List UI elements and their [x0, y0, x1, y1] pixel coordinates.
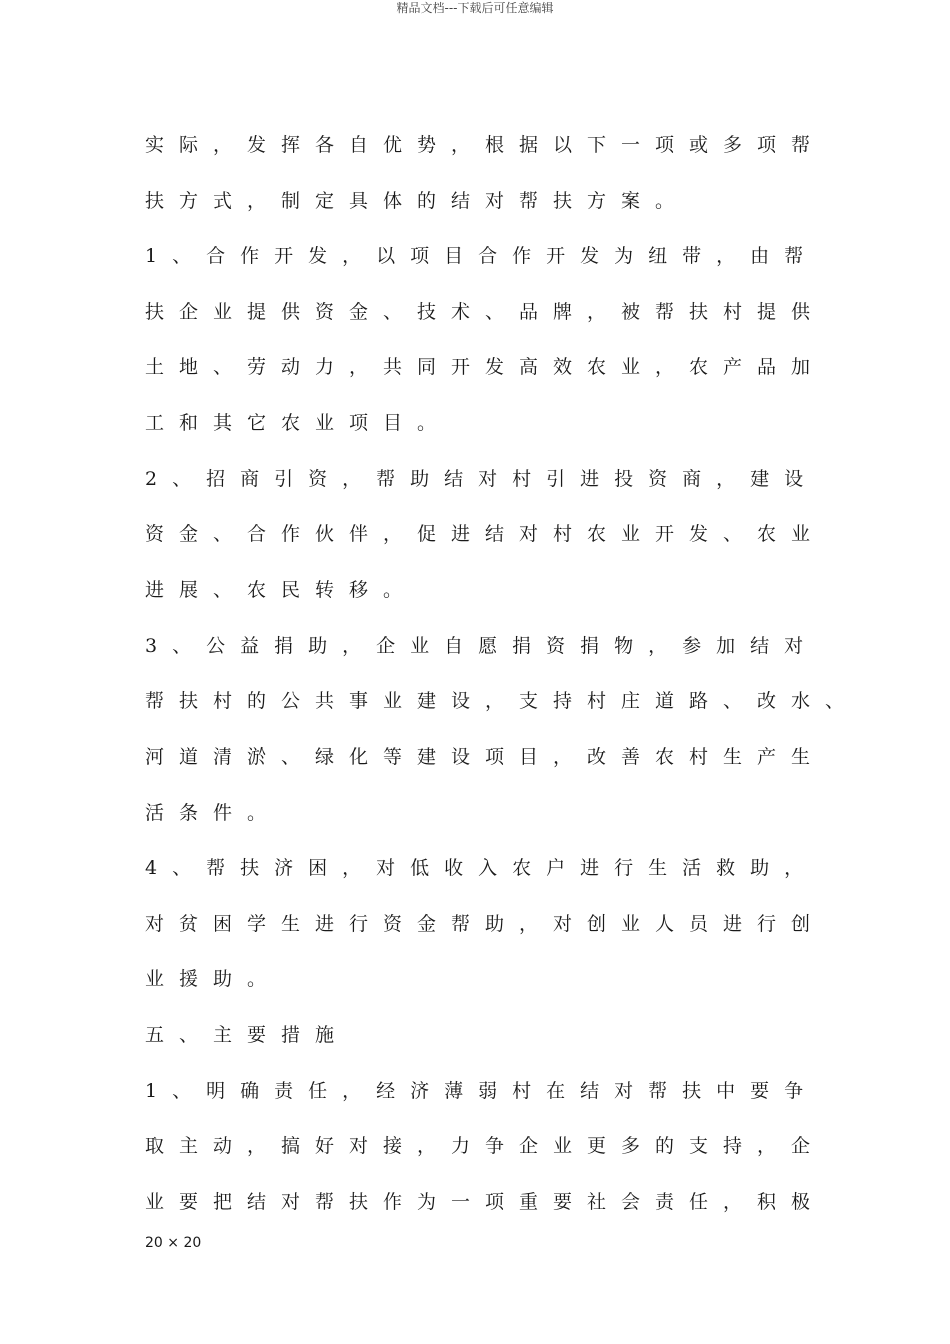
body-line: 帮扶村的公共事业建设，支持村庄道路、改水、: [145, 690, 860, 712]
body-line: 扶方式，制定具体的结对帮扶方案。: [145, 190, 690, 212]
body-line: 业要把结对帮扶作为一项重要社会责任，积极: [145, 1191, 826, 1213]
body-line: 资金、合作伙伴，促进结对村农业开发、农业: [145, 523, 826, 545]
body-line: 工和其它农业项目。: [145, 412, 452, 434]
body-line: 土地、劳动力，共同开发高效农业，农产品加: [145, 356, 826, 378]
body-line: 1、合作开发，以项目合作开发为纽带，由帮: [145, 245, 819, 267]
body-line: 2、招商引资，帮助结对村引进投资商，建设: [145, 468, 819, 490]
body-line: 进展、农民转移。: [145, 579, 418, 601]
body-line: 实际，发挥各自优势，根据以下一项或多项帮: [145, 134, 826, 156]
body-line: 活条件。: [145, 802, 282, 824]
grid-size-label: 20 × 20: [145, 1235, 202, 1251]
body-line: 对贫困学生进行资金帮助，对创业人员进行创: [145, 913, 826, 935]
body-line: 3、公益捐助，企业自愿捐资捐物，参加结对: [145, 635, 819, 657]
body-line: 1、明确责任，经济薄弱村在结对帮扶中要争: [145, 1080, 819, 1102]
body-line: 河道清淤、绿化等建设项目，改善农村生产生: [145, 746, 826, 768]
page-header: 精品文档---下载后可任意编辑: [396, 1, 554, 15]
body-line: 扶企业提供资金、技术、品牌，被帮扶村提供: [145, 301, 826, 323]
body-line: 业援助。: [145, 968, 282, 990]
body-line: 取主动，搞好对接，力争企业更多的支持，企: [145, 1135, 826, 1157]
section-heading: 五、主要措施: [145, 1024, 350, 1046]
body-line: 4、帮扶济困，对低收入农户进行生活救助，: [145, 857, 819, 879]
